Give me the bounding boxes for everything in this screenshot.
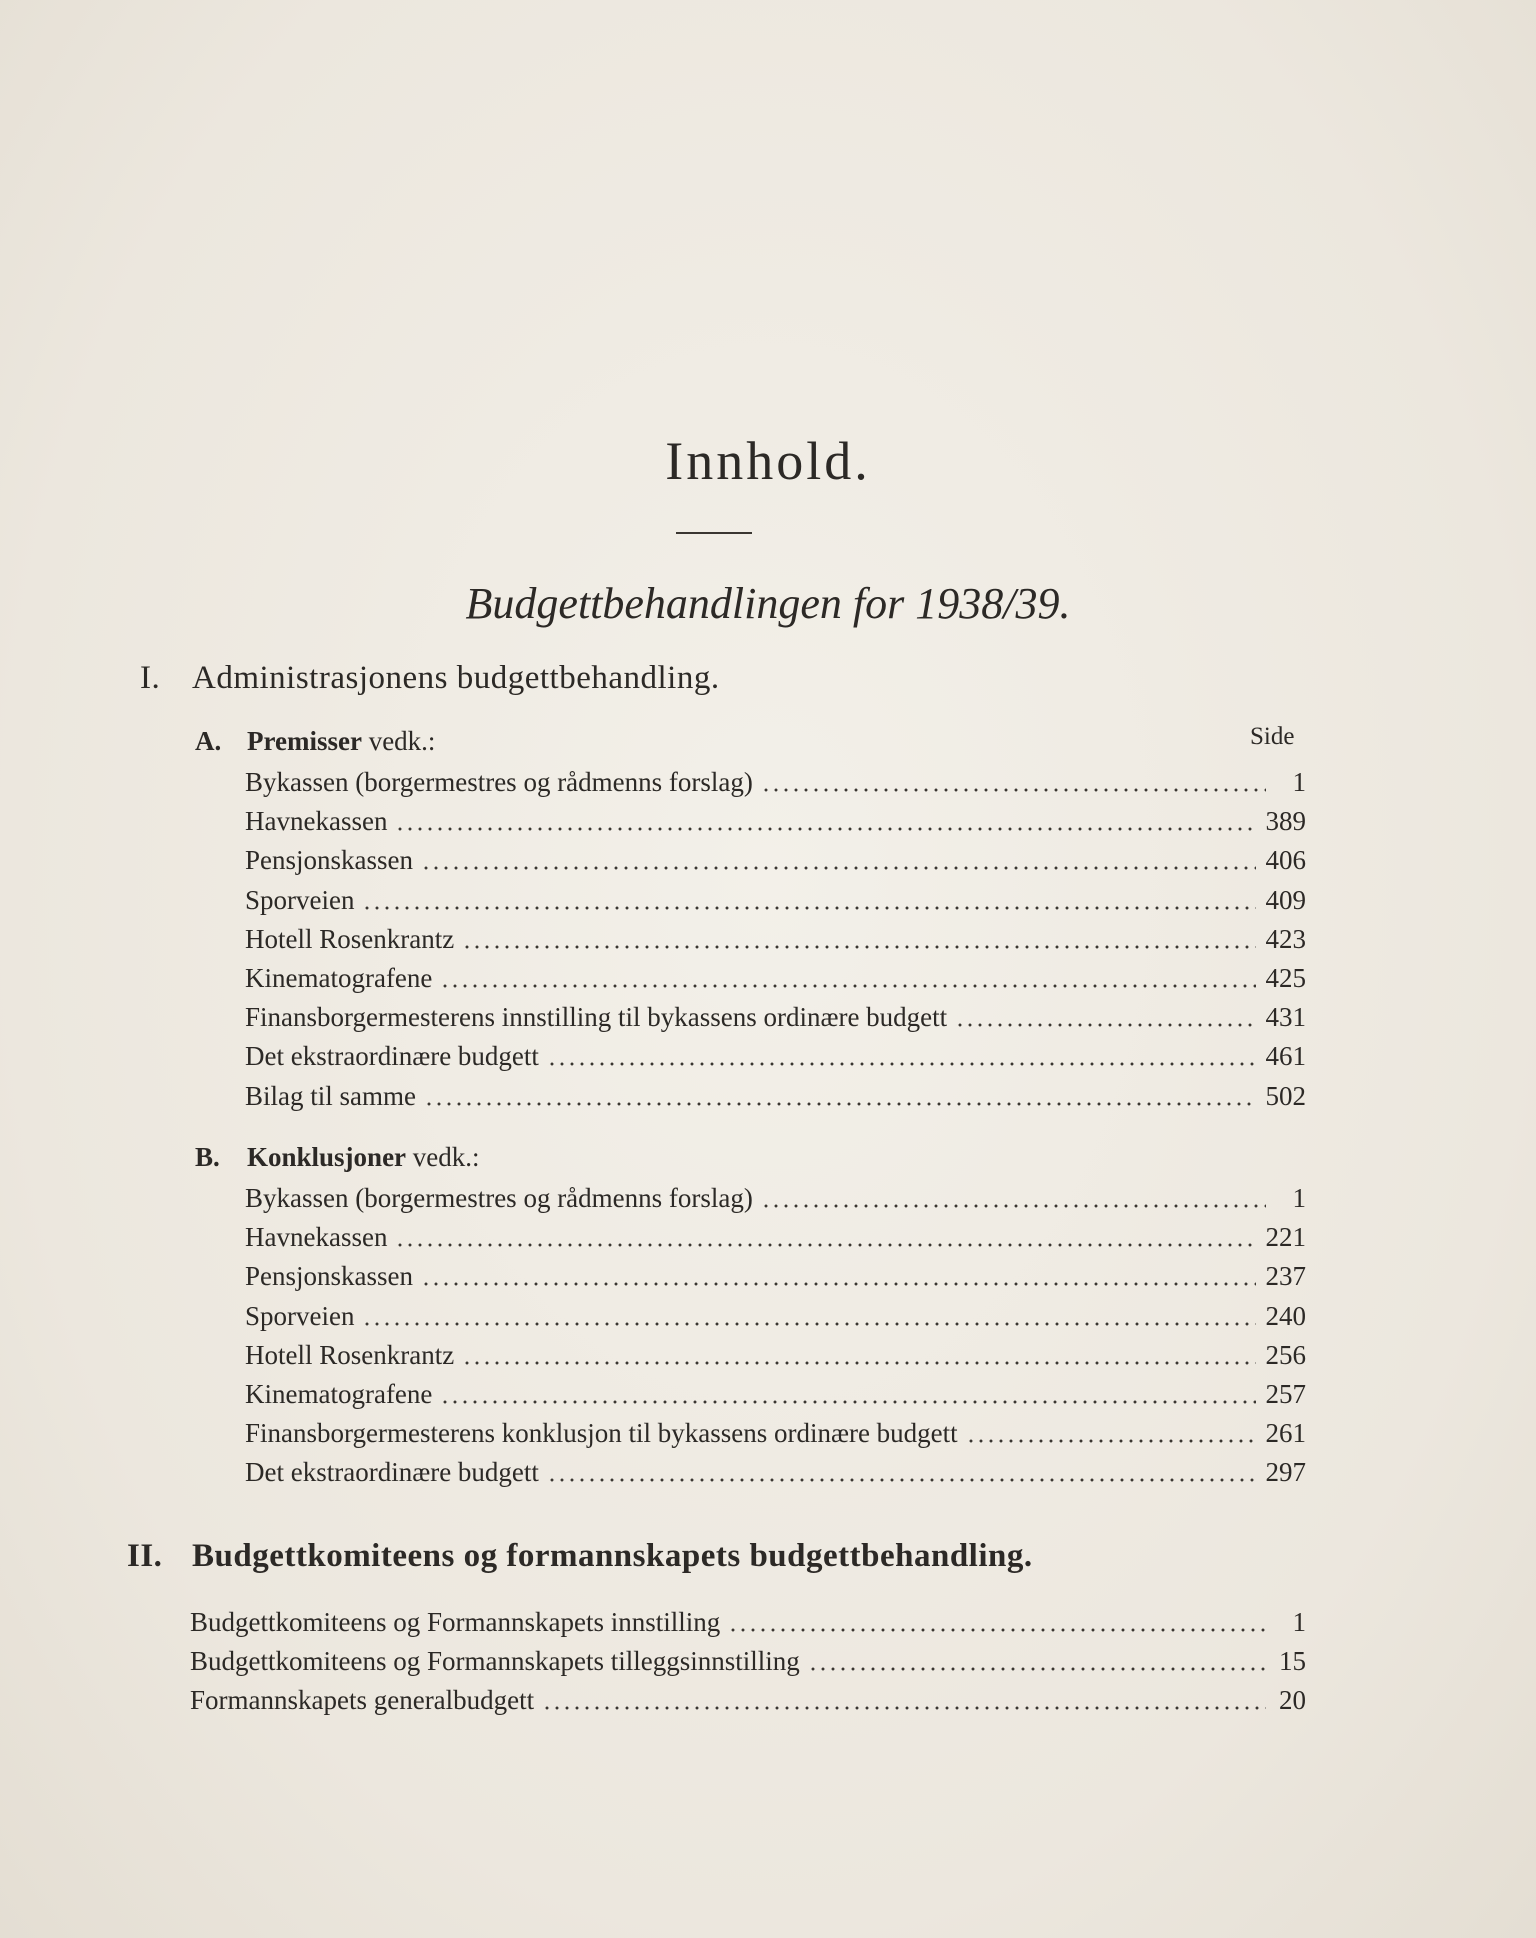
dot-leader xyxy=(421,865,1256,871)
subsection-A-heading xyxy=(195,726,795,762)
toc-entry-label: Det ekstraordinære budgett xyxy=(245,1457,539,1488)
toc-entry xyxy=(245,1453,1306,1491)
toc-entry xyxy=(245,1218,1306,1256)
toc-entry-page: 423 xyxy=(1265,923,1306,954)
toc-entry-label: Det ekstraordinære budgett xyxy=(245,1041,539,1072)
toc-entry-page: 20 xyxy=(1279,1685,1306,1716)
toc-entry-label: Sporveien xyxy=(245,884,355,915)
toc-entry xyxy=(245,959,1306,997)
toc-entry-label: Budgettkomiteens og Formannskapets tilleggsinnstilling xyxy=(190,1646,800,1677)
toc-entry xyxy=(245,1414,1306,1452)
dot-leader xyxy=(424,1101,1256,1107)
toc-entry xyxy=(245,998,1306,1036)
toc-entry-label: Pensjonskassen xyxy=(245,845,413,876)
subsection-A-label-rest: vedk.: xyxy=(361,726,436,756)
toc-entry-page: 261 xyxy=(1265,1418,1306,1449)
toc-entry-label: Havnekassen xyxy=(245,1222,388,1253)
toc-entry-label: Pensjonskassen xyxy=(245,1261,413,1292)
toc-entry-page: 240 xyxy=(1265,1300,1306,1331)
toc-entry xyxy=(245,802,1306,840)
subsection-B-heading xyxy=(195,1142,795,1178)
section-II-heading xyxy=(127,1538,1377,1582)
section-I-title: Administrasjonens budgettbehandling. xyxy=(192,660,720,696)
toc-entry-page: 221 xyxy=(1265,1222,1306,1253)
toc-entry-label: Bykassen (borgermestres og rådmenns forslag) xyxy=(245,767,753,797)
toc-entry-page: 461 xyxy=(1265,1041,1306,1072)
toc-entry-page: 257 xyxy=(1265,1379,1306,1409)
dot-leader xyxy=(462,1360,1255,1366)
toc-entry-page: 256 xyxy=(1265,1339,1306,1370)
dot-leader xyxy=(955,1022,1255,1028)
dot-leader xyxy=(547,1477,1256,1483)
dot-leader xyxy=(395,1242,1255,1248)
toc-entry-page: 297 xyxy=(1265,1457,1306,1488)
toc-entry xyxy=(245,1077,1306,1115)
subsection-A-letter: A. xyxy=(195,726,222,756)
toc-entry-label: Bilag til samme xyxy=(245,1080,416,1111)
dot-leader xyxy=(542,1705,1266,1711)
toc-entry-label: Bykassen (borgermestres og rådmenns forslag) xyxy=(245,1183,753,1213)
toc-entry-label: Finansborgermesterens konklusjon til bykassens ordinære budgett xyxy=(245,1418,958,1449)
toc-entry xyxy=(245,920,1306,958)
toc-entry-page: 431 xyxy=(1265,1002,1306,1033)
section-II-number: II. xyxy=(127,1538,163,1574)
page-title: Innhold. xyxy=(665,431,871,491)
toc-entry-page: 1 xyxy=(1292,767,1306,797)
dot-leader xyxy=(547,1061,1256,1067)
dot-leader xyxy=(362,1321,1255,1327)
subsection-B-label: Konklusjoner xyxy=(247,1142,407,1172)
dot-leader xyxy=(440,1399,1255,1405)
dot-leader xyxy=(808,1666,1266,1672)
toc-entry-page: 15 xyxy=(1279,1646,1306,1677)
toc-entry xyxy=(245,763,1306,801)
toc-entry xyxy=(245,1037,1306,1075)
toc-entry-label: Formannskapets generalbudgett xyxy=(190,1685,535,1716)
page-subtitle: Budgettbehandlingen for 1938/39. xyxy=(465,579,1071,628)
toc-entry-page: 406 xyxy=(1265,845,1306,876)
toc-entry xyxy=(245,1257,1306,1295)
dot-leader xyxy=(966,1438,1256,1444)
toc-entry-page: 389 xyxy=(1265,806,1306,837)
dot-leader xyxy=(761,787,1266,793)
toc-entry xyxy=(245,1179,1306,1217)
toc-entry-page: 1 xyxy=(1292,1183,1306,1213)
subsection-B-letter: B. xyxy=(195,1142,220,1172)
toc-entry xyxy=(245,1297,1306,1335)
toc-entry xyxy=(245,1375,1306,1413)
toc-entry-label: Finansborgermesterens innstilling til bykassens ordinære budgett xyxy=(245,1002,948,1033)
section-I-heading xyxy=(140,660,1340,704)
toc-entry-label: Havnekassen xyxy=(245,806,388,837)
dot-leader xyxy=(395,826,1255,832)
toc-entry-label: Hotell Rosenkrantz xyxy=(245,923,455,954)
section-I-number: I. xyxy=(140,660,161,696)
toc-entry-label: Hotell Rosenkrantz xyxy=(245,1339,455,1370)
toc-entry-label: Sporveien xyxy=(245,1300,355,1331)
toc-entry xyxy=(190,1603,1306,1641)
toc-entry xyxy=(190,1681,1306,1719)
toc-entry xyxy=(245,841,1306,879)
toc-entry-page: 425 xyxy=(1265,963,1306,993)
toc-entry-label: Kinematografene xyxy=(245,963,433,993)
dot-leader xyxy=(761,1203,1266,1209)
toc-entry xyxy=(190,1642,1306,1680)
dot-leader xyxy=(421,1281,1256,1287)
dot-leader xyxy=(462,944,1255,950)
toc-entry-label: Budgettkomiteens og Formannskapets innstilling xyxy=(190,1607,721,1637)
dot-leader xyxy=(440,983,1255,989)
toc-entry xyxy=(245,1336,1306,1374)
title-divider xyxy=(676,532,752,534)
dot-leader xyxy=(362,905,1255,911)
dot-leader xyxy=(728,1627,1266,1633)
subsection-B-label-rest: vedk.: xyxy=(406,1142,480,1172)
subsection-A-label: Premisser xyxy=(247,726,362,756)
toc-entry-page: 237 xyxy=(1265,1261,1306,1292)
toc-entry-label: Kinematografene xyxy=(245,1379,433,1409)
toc-entry-page: 502 xyxy=(1265,1080,1306,1111)
side-column-label: Side xyxy=(1250,723,1295,750)
section-II-title: Budgettkomiteens og formannskapets budgettbehandling. xyxy=(192,1538,1033,1574)
toc-entry-page: 1 xyxy=(1292,1607,1306,1637)
toc-entry xyxy=(245,881,1306,919)
toc-entry-page: 409 xyxy=(1265,884,1306,915)
